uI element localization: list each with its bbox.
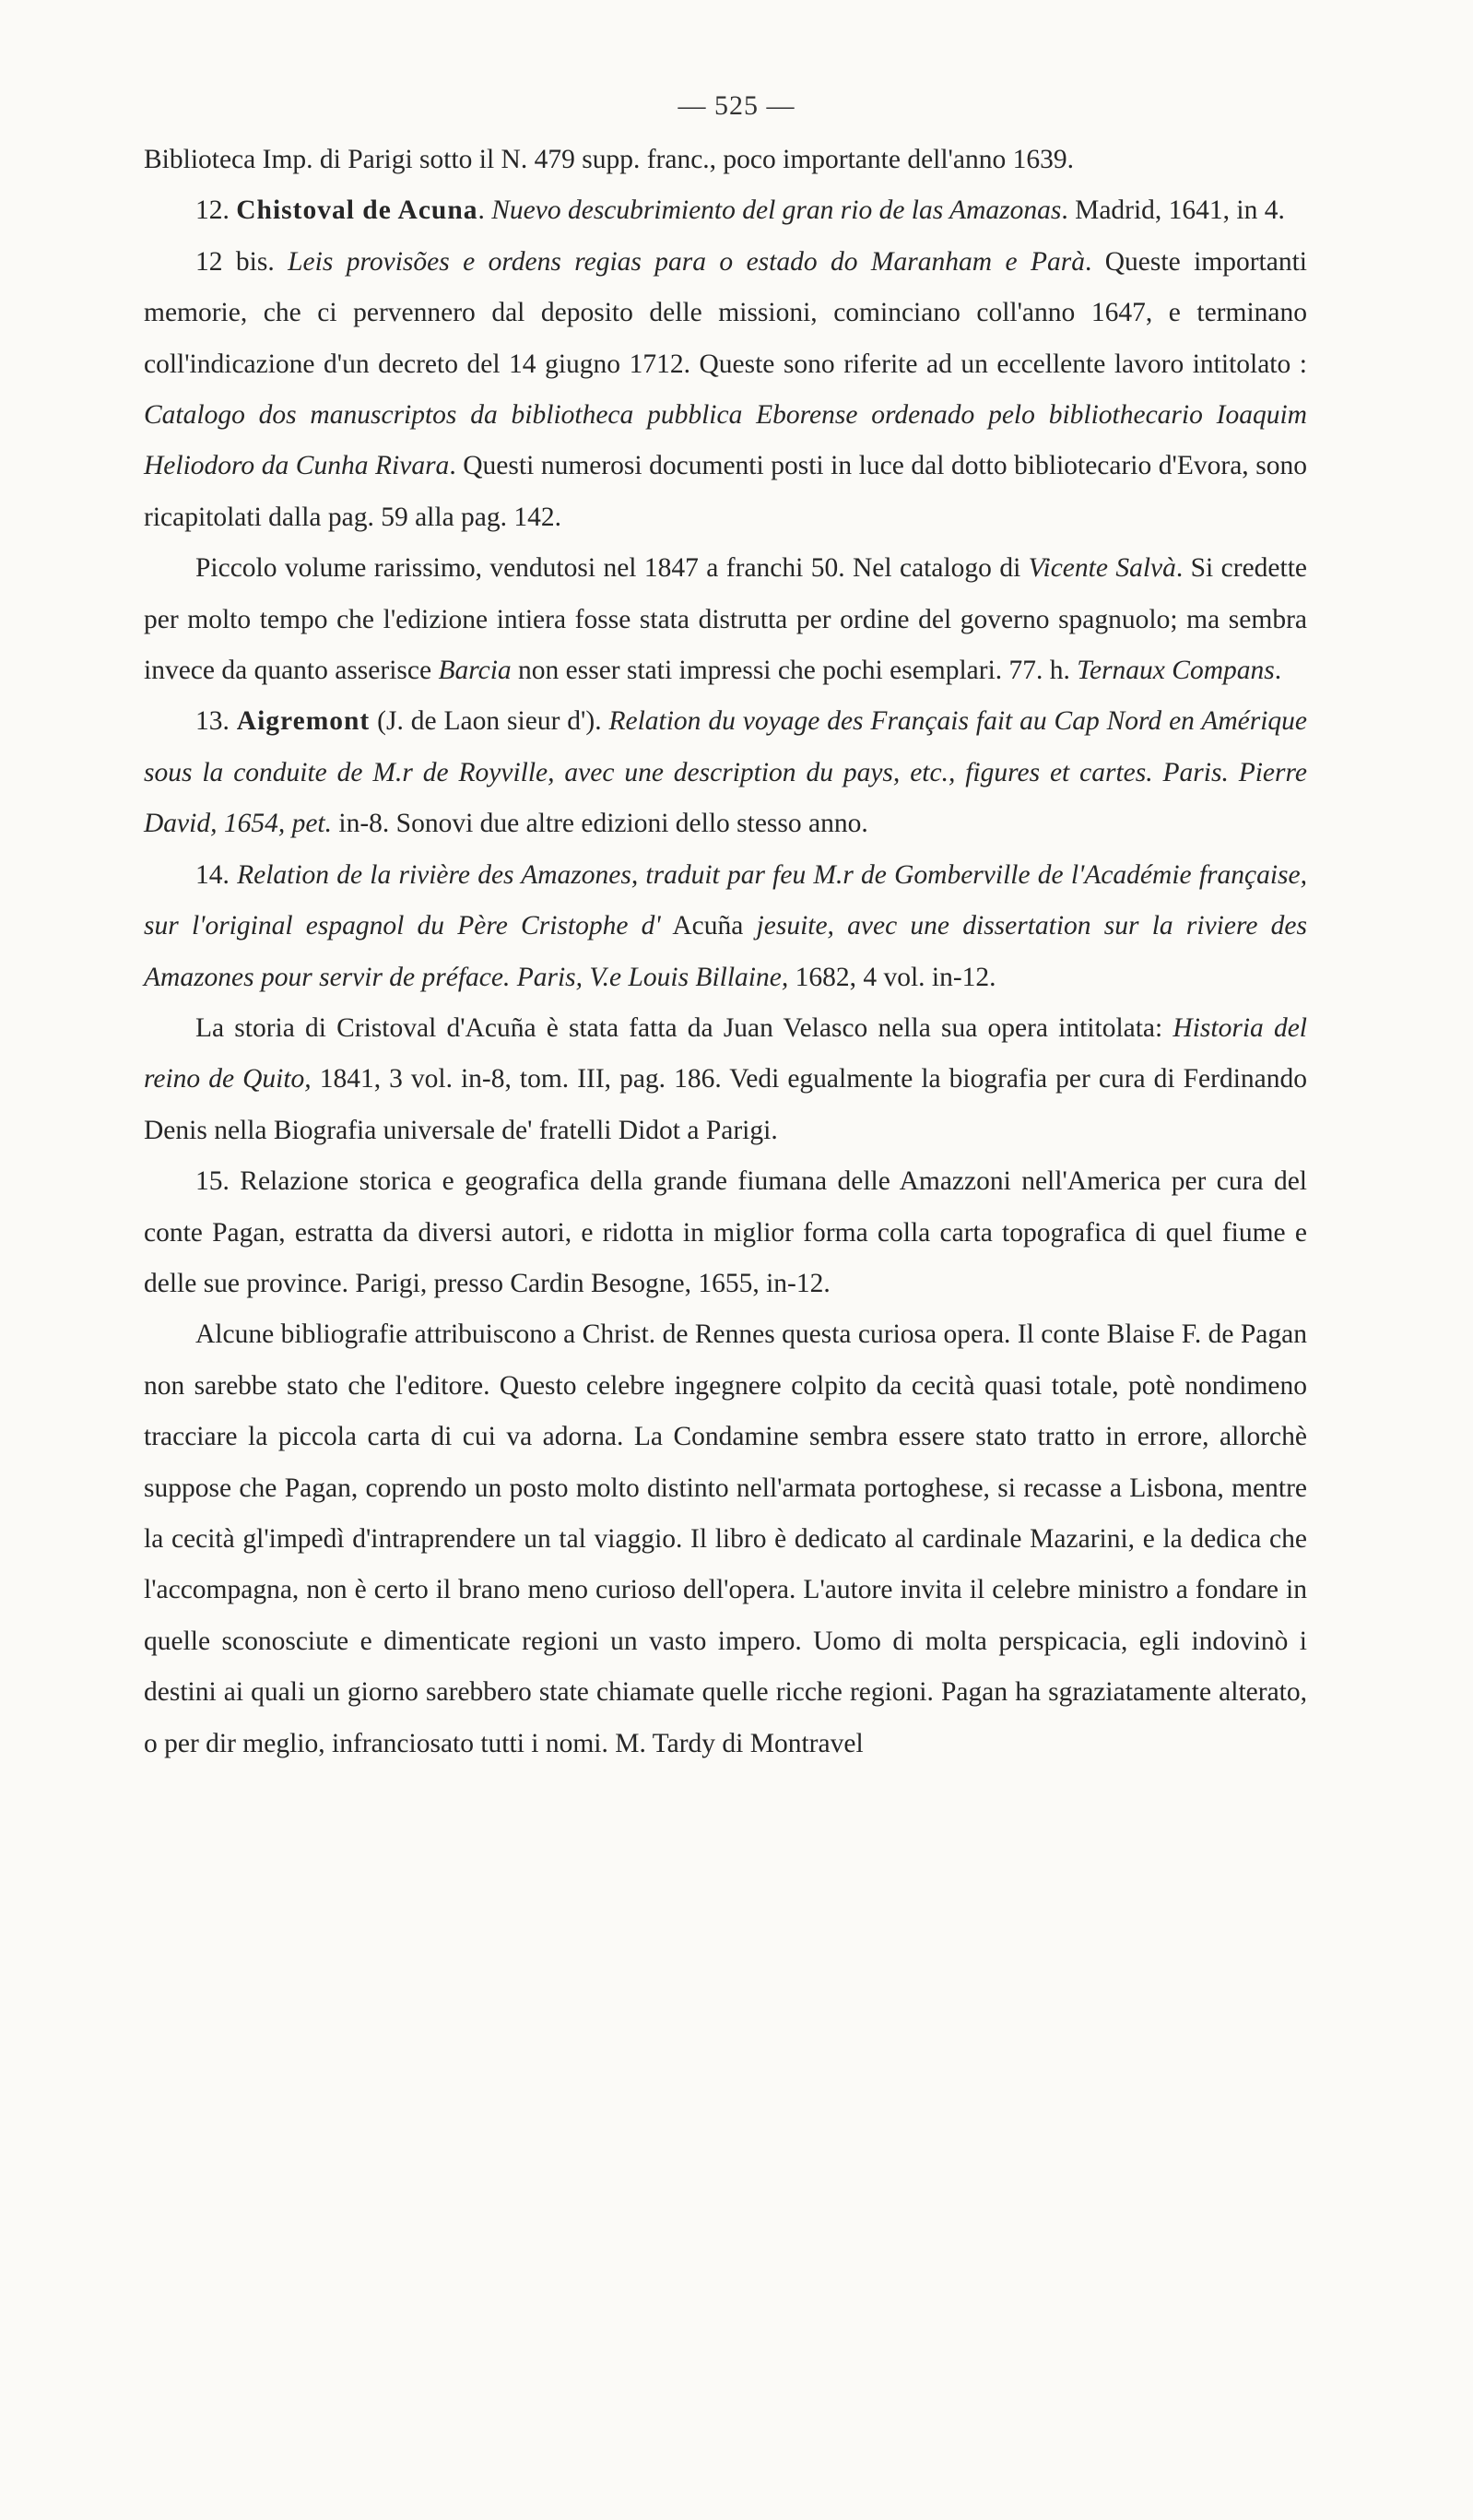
body-text [144, 135, 1307, 1769]
italic-text: Leis provisões e ordens regias para o estado do Maranham e Parà [288, 246, 1085, 277]
paragraph [144, 850, 1307, 1003]
text-run: 1682, 4 vol. in-12. [788, 962, 996, 992]
text-run: 13. [195, 706, 237, 737]
text-run: non esser stati impressi che pochi esemplari. 77. h. [511, 656, 1078, 686]
text-run: in-8. Sonovi due altre edizioni dello stesso anno. [332, 809, 868, 839]
paragraph [144, 135, 1307, 185]
text-run: . Questi numerosi documenti posti in luce dal dotto bibliotecario d'Evora, sono ricapitolati dalla pag. 59 alla pag. 142. [144, 451, 1307, 532]
text-run: . [477, 195, 492, 226]
text-run: . Queste importanti memorie, che ci pervennero dal deposito delle missioni, cominciano coll'anno 1647, e terminano coll'indicazione d'un decreto del 14 giugno 1712. Queste sono riferite ad un eccellente lavoro intitolato : [144, 246, 1307, 379]
page-number: — 525 — [678, 90, 795, 121]
text-run: . Madrid, 1641, in 4. [1061, 195, 1285, 226]
text-run: . [1274, 656, 1282, 686]
italic-text: Barcia [438, 656, 512, 686]
italic-text: Catalogo dos manuscriptos da bibliotheca pubblica Eborense ordenado pelo bibliothecario Ioaquim Heliodoro da Cunha Rivara [144, 400, 1307, 481]
text-run: Piccolo volume rarissimo, vendutosi nel 1847 a franchi 50. Nel catalogo di [195, 553, 1029, 584]
paragraph [144, 1003, 1307, 1156]
paragraph [144, 185, 1307, 236]
text-run: 12. [195, 195, 237, 226]
text-run: (J. de Laon sieur d'). [370, 706, 609, 737]
text-run: 15. Relazione storica e geografica della grande fiumana delle Amazzoni nell'America per cura del conte Pagan, estratta da diversi autori, e ridotta in miglior forma colla carta topografica di quel fiume e delle sue province. Parigi, presso Cardin Besogne, 1655, in-12. [144, 1166, 1307, 1298]
text-run: Biblioteca Imp. di Parigi sotto il N. 479 supp. franc., poco importante dell'anno 1639. [144, 145, 1074, 174]
text-run: 1841, 3 vol. in-8, tom. III, pag. 186. Vedi egualmente la biografia per cura di Ferdinando Denis nella Biografia universale de' fratelli Didot a Parigi. [144, 1064, 1307, 1145]
bold-name: Aigremont [236, 706, 371, 737]
italic-text: Relation du voyage des Français fait au Cap Nord en Amérique sous la conduite de M.r de Royville, avec une description du pays, etc., figures et cartes. Paris. Pierre David, 1654, pet. [144, 706, 1308, 839]
text-run: 12 bis. [195, 246, 289, 277]
italic-text: Historia del reino de Quito, [144, 1012, 1307, 1094]
text-run: 14. [195, 859, 238, 890]
text-run: . Si credette per molto tempo che l'edizione intiera fosse stata distrutta per ordine del governo spagnuolo; ma sembra invece da quanto asserisce [144, 553, 1307, 686]
paragraph [144, 1156, 1307, 1309]
italic-text: Vicente Salvà [1028, 553, 1176, 584]
italic-text: Ternaux Compans [1077, 656, 1275, 686]
text-run: Acuña [660, 911, 757, 941]
text-run: Alcune bibliografie attribuiscono a Christ. de Rennes questa curiosa opera. Il conte Blaise F. de Pagan non sarebbe stato che l'editore. Questo celebre ingegnere colpito da cecità quasi totale, potè nondimeno tracciare la piccola carta di cui va adorna. La Condamine sembra essere stato tratto in errore, allorchè suppose che Pagan, coprendo un posto molto distinto nell'armata portoghese, si recasse a Lisbona, mentre la cecità gl'impedì d'intraprendere un tal viaggio. Il libro è dedicato al cardinale Mazarini, e la dedica che l'accompagna, non è certo il brano meno curioso dell'opera. L'autore invita il celebre ministro a fondare in quelle sconosciute e dimenticate regioni un vasto impero. Uomo di molta perspicacia, egli indovinò i destini ai quali un giorno sarebbero state chiamate quelle ricche regioni. Pagan ha sgraziatamente alterato, o per dir meglio, infranciosato tutti i nomi. M. Tardy di Montravel [144, 1319, 1307, 1758]
text-run: La storia di Cristoval d'Acuña è stata fatta da Juan Velasco nella sua opera intitolata: [195, 1012, 1173, 1043]
italic-text: Nuevo descubrimiento del gran rio de las Amazonas [491, 195, 1062, 226]
bold-name: Chistoval de Acuna [236, 195, 478, 226]
paragraph [144, 696, 1307, 849]
paragraph [144, 237, 1307, 543]
paragraph [144, 543, 1307, 696]
paragraph [144, 1309, 1307, 1769]
italic-text: Relation de la rivière des Amazones, traduit par feu M.r de Gomberville de l'Académie française, sur l'original espagnol du Père Cristophe d' [144, 859, 1307, 941]
italic-text: jesuite, avec une dissertation sur la riviere des Amazones pour servir de préface. Paris, V.e Louis Billaine, [144, 911, 1307, 992]
